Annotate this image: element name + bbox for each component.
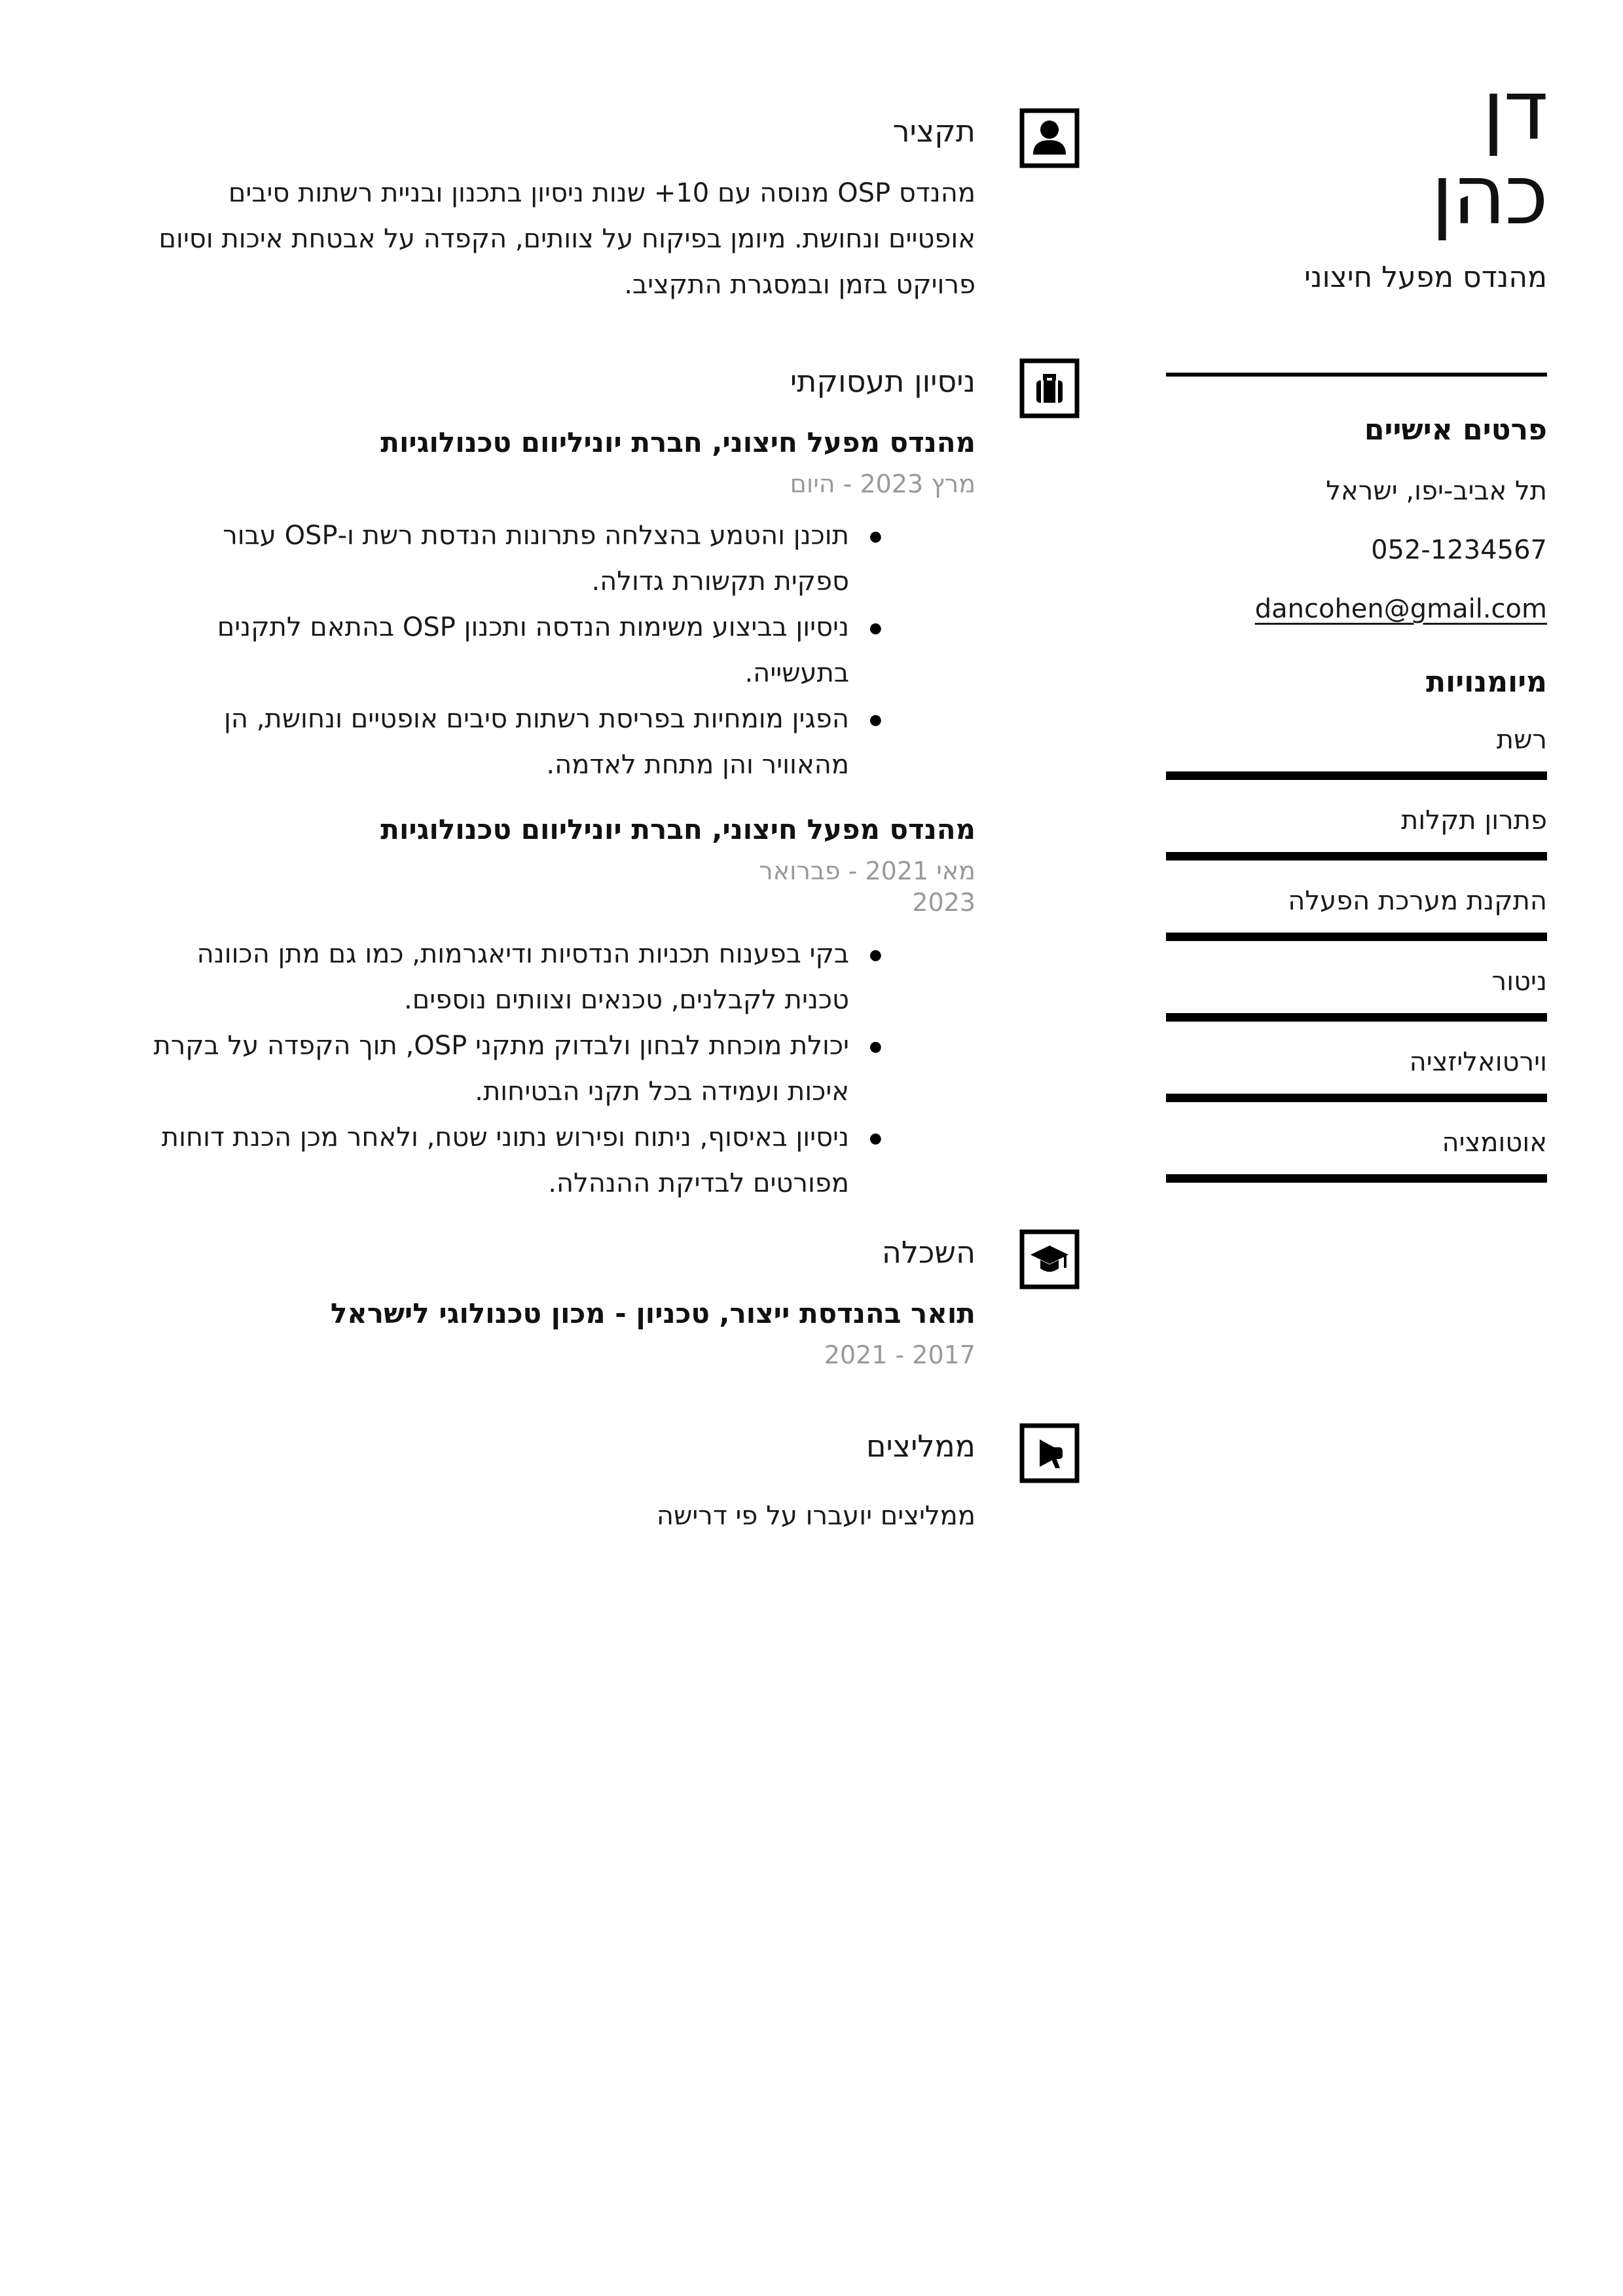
skills-heading: מיומנויות bbox=[1426, 665, 1547, 699]
last-name: כהן bbox=[1431, 146, 1547, 243]
job-bullets bbox=[144, 931, 881, 1206]
section-references bbox=[144, 1426, 976, 1539]
job-dates: מרץ 2023 - היום bbox=[790, 470, 976, 498]
bullet-item: ● בקי בפענוח תכניות הנדסיות ודיאגרמות, כמו גם מתן הכוונה טכנית לקבלנים, טכנאים וצוותים נוספים. bbox=[144, 931, 881, 1023]
skill-bar-fill bbox=[1166, 1174, 1547, 1183]
skill-item bbox=[1166, 805, 1547, 861]
experience-title: ניסיון תעסוקתי bbox=[790, 363, 976, 399]
job-title: מהנדס מפעל חיצוני, חברת יוניליוום טכנולוגיות bbox=[380, 426, 976, 458]
skill-bar bbox=[1166, 852, 1547, 861]
email-link[interactable]: dancohen@gmail.com bbox=[1254, 593, 1547, 624]
skill-bar bbox=[1166, 771, 1547, 780]
skill-label: אוטומציה bbox=[1442, 1128, 1547, 1158]
section-education bbox=[144, 1232, 976, 1371]
job-dates: מאי 2021 - פברואר 2023 bbox=[759, 857, 976, 917]
bullet-item: ● יכולת מוכחת לבחון ולבדוק מתקני OSP, תוך הקפדה על בקרת איכות ועמידה בכל תקני הבטיחות. bbox=[144, 1023, 881, 1115]
email-row bbox=[1166, 593, 1547, 625]
skill-bar-fill bbox=[1166, 1013, 1547, 1022]
summary-title: תקציר bbox=[892, 113, 976, 149]
education-dates: 2017 - 2021 bbox=[824, 1341, 976, 1369]
sidebar-divider bbox=[1166, 373, 1547, 377]
job-entry bbox=[144, 424, 976, 788]
skill-label: התקנת מערכת הפעלה bbox=[1288, 886, 1547, 917]
skill-bar-fill bbox=[1166, 1094, 1547, 1102]
bullet-item: ● תוכנן והטמע בהצלחה פתרונות הנדסת רשת ו-OSP עבור ספקית תקשורת גדולה. bbox=[144, 513, 881, 604]
person-name bbox=[1166, 62, 1547, 243]
skill-item bbox=[1166, 885, 1547, 941]
skill-item bbox=[1166, 1046, 1547, 1102]
phone-text: 052-1234567 bbox=[1371, 534, 1547, 565]
skill-bar bbox=[1166, 1094, 1547, 1102]
references-text: ממליצים יועברו על פי דרישה bbox=[656, 1501, 976, 1531]
job-bullets bbox=[144, 513, 881, 788]
bullet-item: ● ניסיון בביצוע משימות הנדסה ותכנון OSP בהתאם לתקנים בתעשייה. bbox=[144, 604, 881, 696]
sidebar bbox=[1166, 0, 1547, 1183]
section-summary bbox=[144, 111, 976, 308]
briefcase-icon bbox=[1019, 358, 1080, 419]
education-title: השכלה bbox=[881, 1234, 976, 1270]
degree-title: תואר בהנדסת ייצור, טכניון - מכון טכנולוגי לישראל bbox=[330, 1297, 976, 1329]
skill-item bbox=[1166, 1127, 1547, 1183]
skill-bar bbox=[1166, 1013, 1547, 1022]
graduation-cap-icon bbox=[1019, 1229, 1080, 1290]
main-column bbox=[144, 0, 976, 1539]
location-text: תל אביב-יפו, ישראל bbox=[1326, 475, 1547, 506]
section-experience bbox=[144, 361, 976, 1206]
skill-label: רשת bbox=[1496, 725, 1547, 756]
person-job-title: מהנדס מפעל חיצוני bbox=[1304, 261, 1547, 295]
skill-label: פתרון תקלות bbox=[1401, 805, 1547, 836]
first-name: דן bbox=[1482, 62, 1547, 158]
skill-item bbox=[1166, 724, 1547, 780]
megaphone-icon bbox=[1019, 1422, 1080, 1484]
skill-bar bbox=[1166, 1174, 1547, 1183]
skill-label: וירטואליזציה bbox=[1409, 1047, 1547, 1078]
bullet-item: ● הפגין מומחיות בפריסת רשתות סיבים אופטיים ונחושת, הן מהאוויר והן מתחת לאדמה. bbox=[144, 696, 881, 788]
skill-bar bbox=[1166, 933, 1547, 941]
skills-list bbox=[1166, 724, 1547, 1183]
job-entry bbox=[144, 811, 976, 1206]
person-icon bbox=[1019, 107, 1080, 169]
skill-bar-fill bbox=[1166, 852, 1547, 861]
personal-details-heading: פרטים אישיים bbox=[1364, 413, 1547, 447]
bullet-item: ● ניסיון באיסוף, ניתוח ופירוש נתוני שטח, ולאחר מכן הכנת דוחות מפורטים לבדיקת ההנהלה. bbox=[144, 1115, 881, 1206]
skill-bar-fill bbox=[1166, 933, 1547, 941]
job-title: מהנדס מפעל חיצוני, חברת יוניליוום טכנולוגיות bbox=[380, 813, 976, 845]
skill-bar-fill bbox=[1166, 771, 1547, 780]
references-title: ממליצים bbox=[866, 1428, 976, 1464]
skill-item bbox=[1166, 966, 1547, 1022]
summary-text: מהנדס OSP מנוסה עם 10+ שנות ניסיון בתכנון ובניית רשתות סיבים אופטיים ונחושת. מיומן בפיקוח על צוותים, הקפדה על אבטחת איכות וסיום פרויקט בזמן ובמסגרת התקציב. bbox=[158, 178, 976, 300]
skill-label: ניטור bbox=[1491, 967, 1547, 997]
